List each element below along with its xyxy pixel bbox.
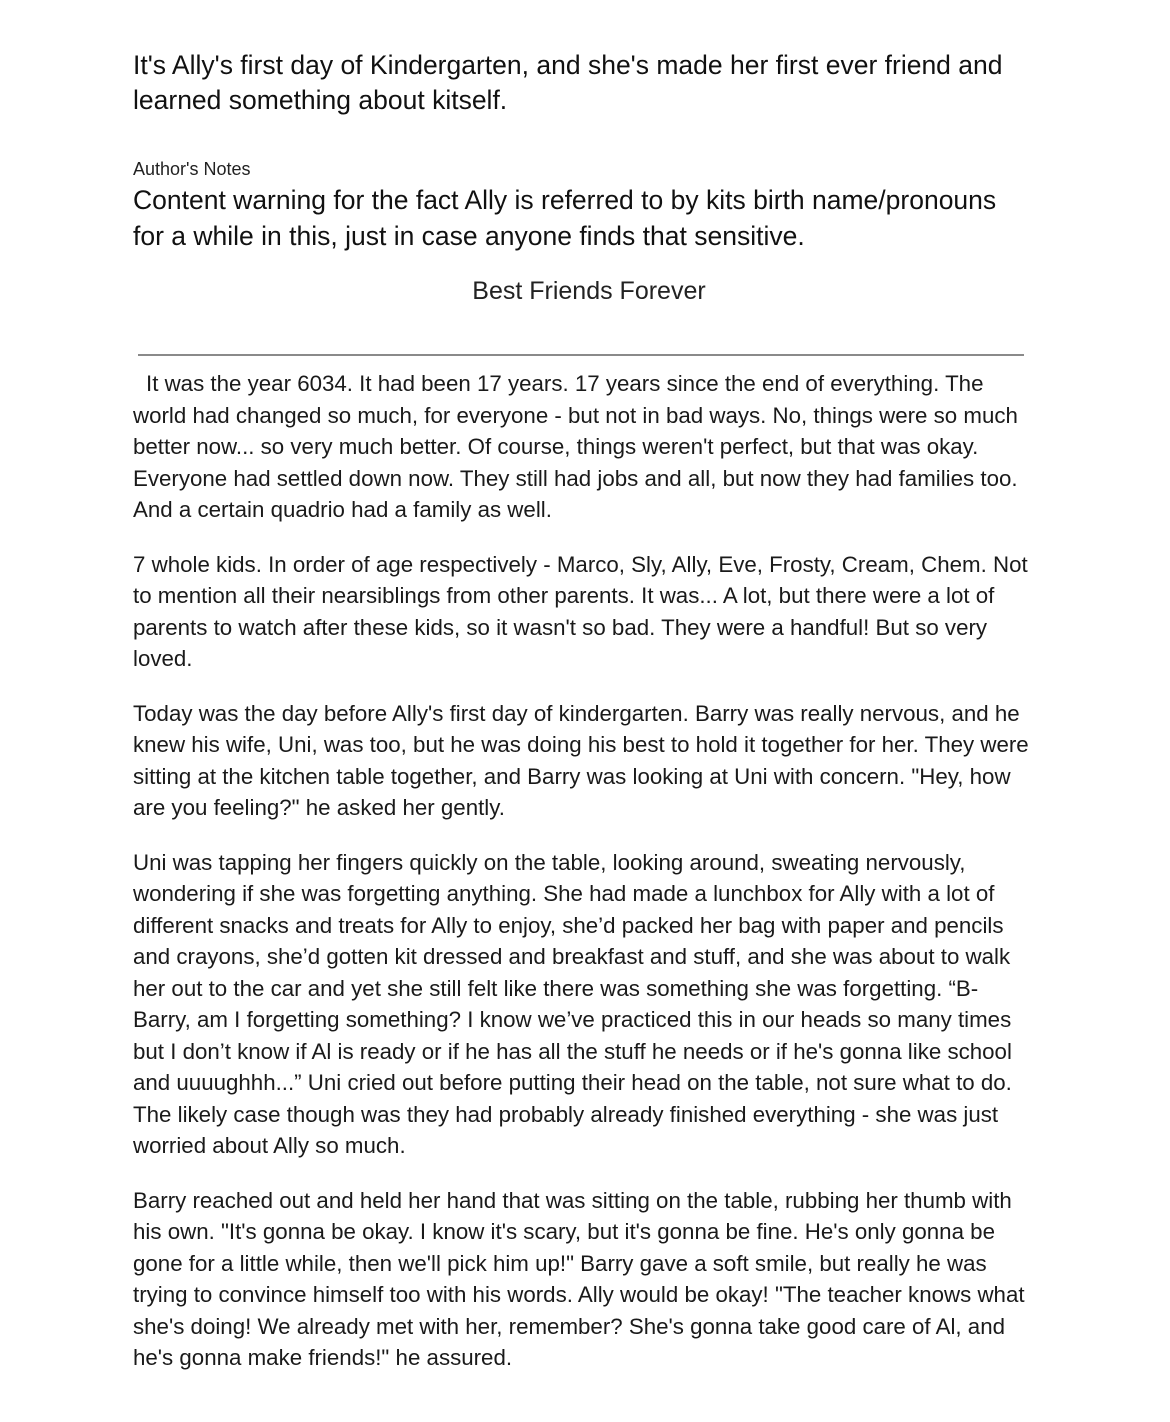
story-body bbox=[133, 368, 1033, 1374]
story-paragraph-4: Uni was tapping her fingers quickly on the table, looking around, sweating nervously, wondering if she was forgetting anything. She had made a lunchbox for Ally with a lot of different snacks and treats for Ally to enjoy, she’d packed her bag with paper and pencils and crayons, she’d gotten kit dressed and breakfast and stuff, and she was about to walk her out to the car and yet she still felt like there was something she was forgetting. “B-Barry, am I forgetting something? I know we’ve practiced this in our heads so many times but I don’t know if Al is ready or if he has all the stuff he needs or if he's gonna like school and uuuughhh...” Uni cried out before putting their head on the table, not sure what to do. The likely case though was they had probably already finished everything - she was just worried about Ally so much. bbox=[133, 849, 1012, 1158]
story-paragraph-2: 7 whole kids. In order of age respectively - Marco, Sly, Ally, Eve, Frosty, Cream, Chem. Not to mention all their nearsiblings from other parents. It was... A lot, but there were a lot of parents to watch after these kids, so it wasn't so bad. They were a handful! But so very loved. bbox=[133, 551, 1028, 671]
story-paragraph-5: Barry reached out and held her hand that was sitting on the table, rubbing her thumb with his own. "It's gonna be okay. I know it's scary, but it's gonna be fine. He's only gonna be gone for a little while, then we'll pick him up!" Barry gave a soft smile, but really he was trying to convince himself too with his words. Ally would be okay! "The teacher knows what she's doing! We already met with her, remember? She's gonna take good care of Al, and he's gonna make friends!" he assured. bbox=[133, 1187, 1025, 1370]
document-page bbox=[133, 48, 1033, 1397]
story-paragraph-3: Today was the day before Ally's first day of kindergarten. Barry was really nervous, and he knew his wife, Uni, was too, but he was doing his best to hold it together for her. They were sitting at the kitchen table together, and Barry was looking at Uni with concern. "Hey, how are you feeling?" he asked her gently. bbox=[133, 700, 1029, 820]
section-divider bbox=[138, 354, 1024, 356]
story-summary: It's Ally's first day of Kindergarten, and she's made her first ever friend and learned something about kitself. bbox=[133, 50, 1003, 115]
chapter-title: Best Friends Forever bbox=[472, 277, 706, 305]
authors-notes-body: Content warning for the fact Ally is referred to by kits birth name/pronouns for a while in this, just in case anyone finds that sensitive. bbox=[133, 185, 997, 251]
authors-notes-heading: Author's Notes bbox=[133, 159, 251, 179]
story-paragraph-1: It was the year 6034. It had been 17 years. 17 years since the end of everything. The world had changed so much, for everyone - but not in bad ways. No, things were so much better now... so very much better. Of course, things weren't perfect, but that was okay. Everyone had settled down now. They still had jobs and all, but now they had families too. And a certain quadrio had a family as well. bbox=[133, 371, 1018, 522]
